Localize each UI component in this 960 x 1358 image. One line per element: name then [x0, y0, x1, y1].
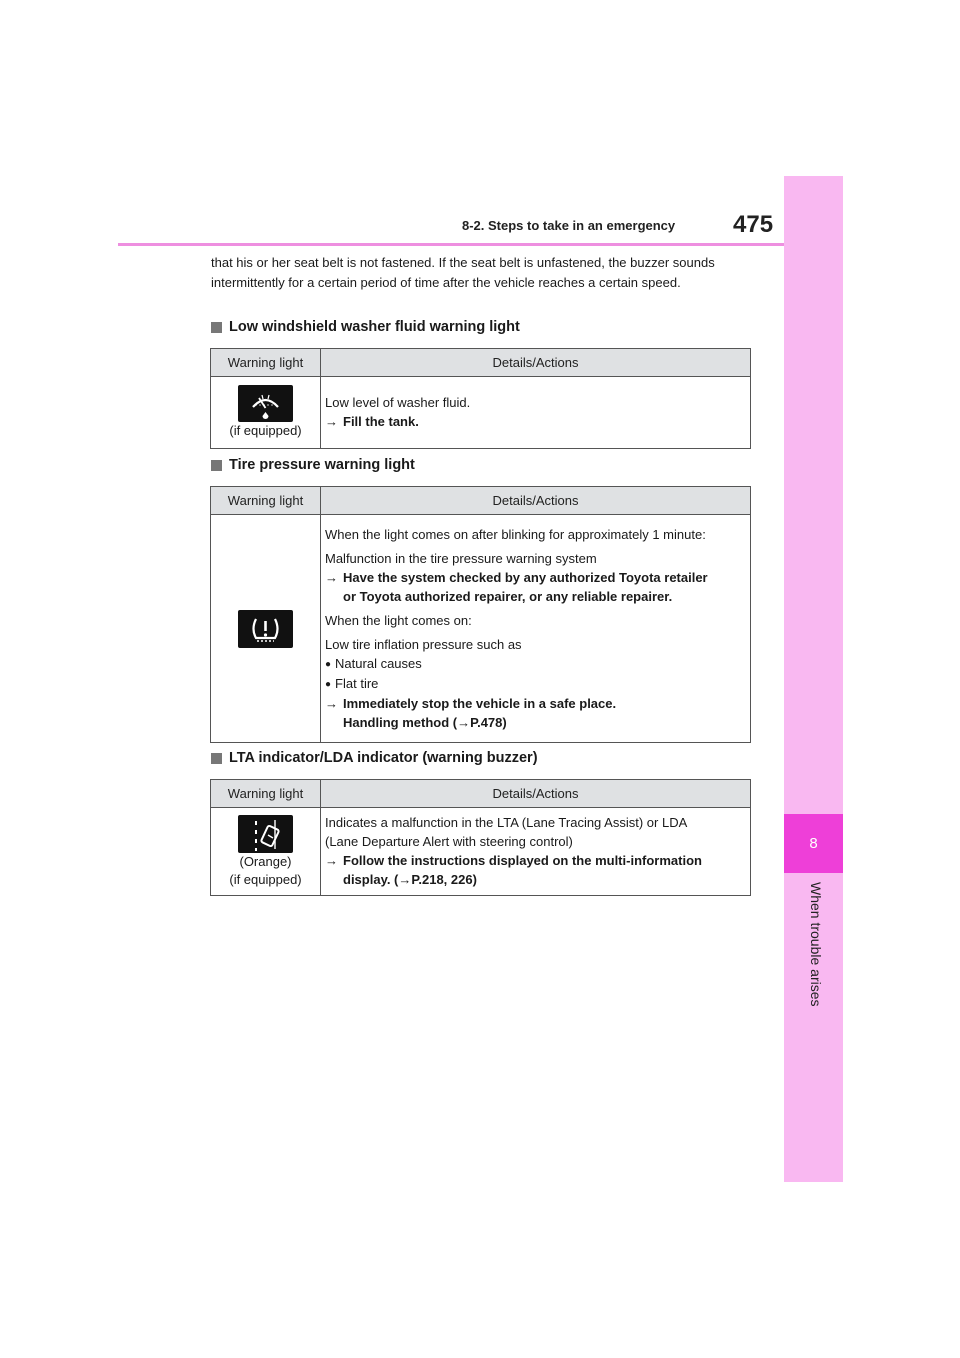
warning-light-cell: [211, 377, 321, 449]
icon-note: (Orange): [239, 853, 292, 869]
chapter-label: When trouble arises: [808, 882, 824, 1007]
detail-text: Indicates a malfunction in the LTA (Lane Tracing Assist) or LDA: [325, 815, 688, 830]
washer-fluid-table: [210, 348, 751, 449]
condition-text: When the light comes on after blinking for approximately 1 minute:: [325, 526, 706, 542]
arrow-icon: →: [325, 414, 338, 429]
warning-light-cell: [211, 808, 321, 896]
detail-text: (Lane Departure Alert with steering control): [325, 834, 573, 849]
condition-text: When the light comes on:: [325, 612, 472, 628]
details-cell: [321, 808, 751, 896]
tire-pressure-icon: [238, 610, 293, 648]
lane-assist-icon: [238, 815, 293, 853]
arrow-icon: →: [325, 569, 338, 585]
icon-note: (if equipped): [229, 871, 302, 887]
page-number: 475: [733, 211, 774, 238]
washer-fluid-icon: [238, 385, 293, 422]
icon-note: (if equipped): [229, 423, 302, 438]
bullet-item: ● Flat tire: [325, 674, 746, 694]
cause-text: Low tire inflation pressure such as: [325, 636, 522, 652]
details-cell: [321, 515, 751, 743]
action-text: → Fill the tank.: [325, 414, 419, 429]
heading-square-icon: [211, 322, 222, 333]
bullet-item: ● Natural causes: [325, 654, 746, 674]
page-reference-link[interactable]: display. (→P.218, 226): [343, 872, 477, 887]
action-text: → Immediately stop the vehicle in a safe place. Handling method (→P.478): [325, 695, 617, 730]
action-text: → Follow the instructions displayed on the multi-information display. (→P.218, 226): [325, 853, 702, 887]
lta-indicator-table: [210, 779, 751, 896]
detail-text: Low level of washer fluid.: [325, 395, 471, 410]
chapter-side-tab: [784, 176, 843, 1182]
arrow-icon: →: [325, 853, 338, 868]
warning-light-cell: [211, 515, 321, 743]
heading-square-icon: [211, 753, 222, 764]
section-heading-tire: [211, 457, 415, 473]
col-header-details: Details/Actions: [321, 349, 751, 377]
col-header-warning-light: Warning light: [211, 780, 321, 808]
col-header-warning-light: Warning light: [211, 487, 321, 515]
col-header-warning-light: Warning light: [211, 349, 321, 377]
heading-text: Tire pressure warning light: [229, 457, 415, 473]
tire-pressure-table: [210, 486, 751, 743]
section-heading-washer: [211, 319, 520, 335]
heading-text: Low windshield washer fluid warning light: [229, 319, 520, 335]
action-text: → Have the system checked by any authorized Toyota retailer or Toyota authorized repairer, or any reliable repairer.: [325, 569, 708, 604]
section-title: 8-2. Steps to take in an emergency: [462, 218, 676, 233]
heading-text: LTA indicator/LDA indicator (warning buzzer): [229, 750, 538, 766]
details-cell: [321, 377, 751, 449]
chapter-number-tab[interactable]: 8: [784, 814, 843, 873]
cause-text: Malfunction in the tire pressure warning system: [325, 550, 597, 566]
arrow-icon: →: [325, 695, 338, 711]
intro-paragraph: that his or her seat belt is not fastened. If the seat belt is unfastened, the buzzer sounds intermittently for a certain period of time after the vehicle reaches a certain speed.: [211, 255, 715, 290]
page-reference-link[interactable]: Handling method (→P.478): [343, 714, 507, 730]
heading-square-icon: [211, 460, 222, 471]
col-header-details: Details/Actions: [321, 487, 751, 515]
section-heading-lta: [211, 750, 538, 766]
header-divider: [118, 243, 784, 246]
col-header-details: Details/Actions: [321, 780, 751, 808]
